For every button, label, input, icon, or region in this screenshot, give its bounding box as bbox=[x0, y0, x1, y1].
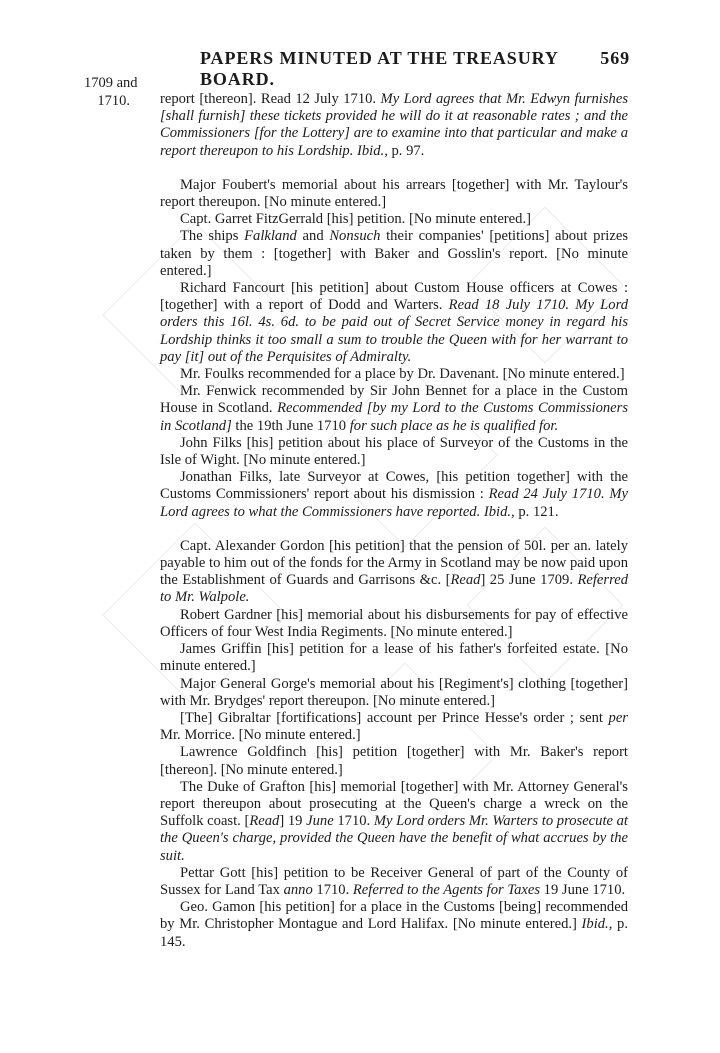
entry-13: [The] Gibraltar [fortifications] account per Prince Hesse's order ; sent per Mr. Morrice. [No minute entered.] bbox=[160, 709, 628, 744]
page-header bbox=[200, 48, 630, 90]
margin-year bbox=[84, 74, 144, 110]
margin-year-line-2: 1710. bbox=[97, 93, 130, 109]
entry-6: Mr. Fenwick recommended by Sir John Bennet for a place in the Custom House in Scotland. Recommended [by my Lord to the Customs Commissioners in Scotland] the 19th June 1710 for such place as he is qualified for. bbox=[160, 383, 628, 434]
entry-9: Capt. Alexander Gordon [his petition] that the pension of 50l. per an. lately payable to him out of the fonds for the Army in Scotland may be now paid upon the Establishment of Guards and Garrisons &c. [Read] 25 June 1709. Referred to Mr. Walpole. bbox=[160, 537, 628, 606]
margin-year-line-1: 1709 and bbox=[84, 75, 138, 91]
entry-15: The Duke of Grafton [his] memorial [together] with Mr. Attorney General's report thereupon about prosecuting at the Queen's charge a wreck on the Suffolk coast. [Read] 19 June 1710. My Lord orders Mr. Warters to prosecute at the Queen's charge, provided the Queen have the benefit of what accrues by the suit. bbox=[160, 778, 628, 864]
entry-4: Richard Fancourt [his petition] about Custom House officers at Cowes : [together] with a report of Dodd and Warters. Read 18 July 1710. My Lord orders this 16l. 4s. 6d. to be paid out of Secret Service money in regard his Lordship thinks it too small a sum to trouble the Queen with for her warrant to pay [it] out of the Perquisites of Admiralty. bbox=[160, 280, 629, 365]
entry-3: The ships Falkland and Nonsuch their companies' [petitions] about prizes taken by them : [together] with Baker and Gosslin's report. [No minute entered.] bbox=[160, 228, 628, 279]
entry-11: James Griffin [his] petition for a lease of his father's forfeited estate. [No minute entered.] bbox=[160, 641, 628, 675]
entry-0: report [thereon]. Read 12 July 1710. My Lord agrees that Mr. Edwyn furnishes [shall furnish] these tickets provided he will do it at reasonable rates ; and the Commissioners [for the Lottery] are to examine into that particular and make a report thereupon to his Lordship. Ibid., p. 97. bbox=[160, 91, 628, 159]
entry-17: Geo. Gamon [his petition] for a place in the Customs [being] recommended by Mr. Christopher Montague and Lord Halifax. [No minute entered.] Ibid., p. 145. bbox=[160, 899, 628, 950]
entry-2: Capt. Garret FitzGerrald [his] petition. [No minute entered.] bbox=[180, 211, 531, 228]
entry-14: Lawrence Goldfinch [his] petition [together] with Mr. Baker's report [thereon]. [No minute entered.] bbox=[160, 744, 628, 778]
entry-1: Major Foubert's memorial about his arrears [together] with Mr. Taylour's report thereupon. [No minute entered.] bbox=[160, 176, 628, 211]
running-title: PAPERS MINUTED AT THE TREASURY BOARD. bbox=[200, 48, 559, 89]
page-body bbox=[160, 91, 628, 951]
page-number: 569 bbox=[600, 48, 630, 68]
entry-7: John Filks [his] petition about his place of Surveyor of the Customs in the Isle of Wight. [No minute entered.] bbox=[160, 434, 628, 469]
entry-5: Mr. Foulks recommended for a place by Dr. Davenant. [No minute entered.] bbox=[180, 366, 625, 383]
entry-16: Pettar Gott [his] petition to be Receiver General of part of the County of Sussex for Land Tax anno 1710. Referred to the Agents for Taxes 19 June 1710. bbox=[160, 864, 628, 898]
entry-10: Robert Gardner [his] memorial about his disbursements for pay of effective Officers of four West India Regiments. [No minute entered.] bbox=[160, 606, 628, 640]
entry-12: Major General Gorge's memorial about his [Regiment's] clothing [together] with Mr. Brydges' report thereupon. [No minute entered.] bbox=[160, 675, 628, 709]
entry-8: Jonathan Filks, late Surveyor at Cowes, [his petition together] with the Customs Commissioners' report about his dismission : Read 24 July 1710. My Lord agrees to what the Commissioners have reported. Ibid., p. 121. bbox=[160, 469, 629, 520]
